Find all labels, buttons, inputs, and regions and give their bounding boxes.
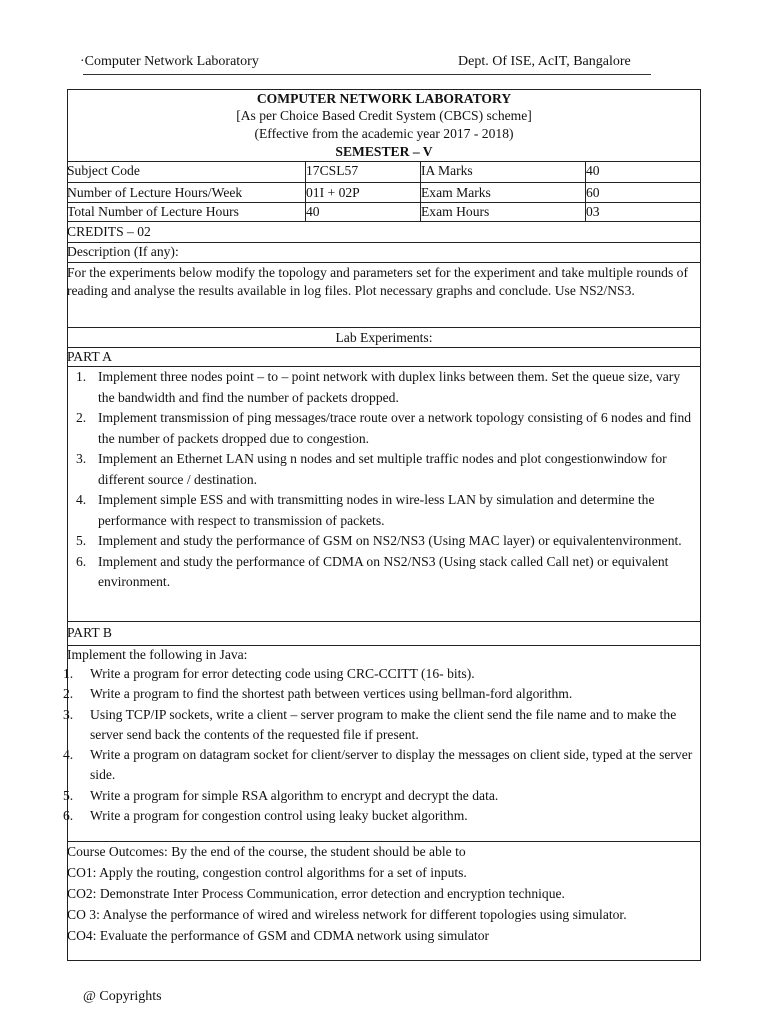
outcome-co3: CO 3: Analyse the performance of wired and wireless network for different topologies using simulator. bbox=[67, 907, 627, 922]
item-number: 3. bbox=[63, 706, 74, 722]
list-item bbox=[68, 552, 698, 593]
subject-code-value: 17CSL57 bbox=[306, 163, 359, 178]
exam-hours-label: Exam Hours bbox=[421, 204, 490, 219]
outcomes-intro: Course Outcomes: By the end of the course, the student should be able to bbox=[67, 844, 466, 859]
item-text: Write a program on datagram socket for client/server to display the messages on client side, typed at the server side. bbox=[90, 747, 693, 783]
header-right-text: Dept. Of ISE, AcIT, Bangalore bbox=[458, 54, 631, 69]
list-item bbox=[68, 490, 698, 531]
item-text: Implement and study the performance of GSM on NS2/NS3 (Using MAC layer) or equivalentenvironment. bbox=[98, 533, 682, 548]
item-text: Write a program for error detecting code using CRC-CCITT (16- bits). bbox=[90, 666, 475, 681]
item-text: Implement and study the performance of CDMA on NS2/NS3 (Using stack called Call net) or equivalent environment. bbox=[98, 553, 669, 589]
lecture-hours-week-value: 01I + 02P bbox=[306, 185, 360, 200]
outcome-co1: CO1: Apply the routing, congestion control algorithms for a set of inputs. bbox=[67, 865, 467, 880]
list-item bbox=[68, 449, 698, 490]
row-divider bbox=[67, 182, 701, 183]
part-b-list bbox=[63, 664, 698, 826]
item-text: Implement simple ESS and with transmitting nodes in wire-less LAN by simulation and determine the performance with respect to transmission of packets. bbox=[98, 492, 655, 528]
ia-marks-label: IA Marks bbox=[421, 163, 473, 178]
semester-line: SEMESTER – V bbox=[335, 144, 433, 159]
item-number: 2. bbox=[76, 410, 87, 425]
credits-text: CREDITS – 02 bbox=[67, 224, 151, 239]
list-item bbox=[63, 786, 698, 806]
exam-marks-label: Exam Marks bbox=[421, 185, 491, 200]
footer-copyright: @ Copyrights bbox=[83, 989, 162, 1004]
outcome-co2: CO2: Demonstrate Inter Process Communication, error detection and encryption technique. bbox=[67, 886, 565, 901]
item-text: Write a program for simple RSA algorithm to encrypt and decrypt the data. bbox=[90, 787, 499, 803]
header-left-text: ·Computer Network Laboratory bbox=[80, 54, 259, 69]
ia-marks-value: 40 bbox=[586, 163, 600, 178]
row-divider bbox=[67, 327, 701, 328]
lab-experiments-heading: Lab Experiments: bbox=[335, 330, 433, 345]
academic-year-line: (Effective from the academic year 2017 - 2018) bbox=[254, 126, 514, 141]
item-number: 5. bbox=[76, 533, 87, 548]
item-text: Using TCP/IP sockets, write a client – server program to make the client send the file name and to make the server send back the contents of the requested file if present. bbox=[90, 706, 677, 742]
item-number: 4. bbox=[76, 492, 87, 507]
item-number: 1. bbox=[63, 666, 74, 681]
row-divider bbox=[67, 621, 701, 622]
description-label: Description (If any): bbox=[67, 244, 179, 259]
list-item bbox=[68, 408, 698, 449]
item-text: Implement an Ethernet LAN using n nodes and set multiple traffic nodes and plot congestionwindow for different source / destination. bbox=[98, 451, 667, 487]
part-a-list bbox=[68, 367, 698, 593]
list-item bbox=[63, 806, 698, 826]
description-text: For the experiments below modify the topology and parameters set for the experiment and take multiple rounds of reading and analyse the results available in log files. Plot necessary graphs and conclude. Use NS2/NS3. bbox=[67, 265, 688, 298]
outcome-co4: CO4: Evaluate the performance of GSM and CDMA network using simulator bbox=[67, 928, 490, 943]
list-item bbox=[63, 745, 698, 786]
part-b-intro: Implement the following in Java: bbox=[67, 647, 248, 662]
row-divider bbox=[67, 262, 701, 263]
row-divider bbox=[67, 161, 701, 162]
item-number: 6. bbox=[76, 553, 87, 569]
header-divider bbox=[83, 74, 651, 75]
row-divider bbox=[67, 221, 701, 222]
item-number: 2. bbox=[63, 686, 74, 702]
part-b-label: PART B bbox=[67, 625, 112, 640]
item-number: 5. bbox=[63, 787, 74, 803]
row-divider bbox=[67, 347, 701, 348]
total-hours-label: Total Number of Lecture Hours bbox=[67, 204, 239, 219]
item-number: 6. bbox=[63, 808, 74, 824]
lecture-hours-week-label: Number of Lecture Hours/Week bbox=[67, 185, 243, 200]
list-item bbox=[68, 531, 698, 552]
part-a-label: PART A bbox=[67, 349, 112, 364]
list-item bbox=[63, 664, 698, 684]
list-item bbox=[63, 705, 698, 746]
item-number: 1. bbox=[76, 369, 87, 384]
item-number: 4. bbox=[63, 747, 74, 763]
item-text: Write a program to find the shortest path between vertices using bellman-ford algorithm. bbox=[90, 686, 573, 702]
list-item bbox=[63, 684, 698, 704]
item-number: 3. bbox=[76, 451, 87, 466]
total-hours-value: 40 bbox=[306, 204, 320, 219]
scheme-line: [As per Choice Based Credit System (CBCS) scheme] bbox=[236, 108, 532, 123]
exam-marks-value: 60 bbox=[586, 185, 600, 200]
list-item bbox=[68, 367, 698, 408]
item-text: Implement three nodes point – to – point network with duplex links between them. Set the queue size, vary the bandwidth and find the number of packets dropped. bbox=[98, 369, 681, 405]
item-text: Implement transmission of ping messages/trace route over a network topology consisting of 6 nodes and find the number of packets dropped due to congestion. bbox=[98, 410, 692, 446]
exam-hours-value: 03 bbox=[586, 204, 600, 219]
item-text: Write a program for congestion control using leaky bucket algorithm. bbox=[90, 808, 468, 824]
course-title: COMPUTER NETWORK LABORATORY bbox=[256, 91, 512, 106]
subject-code-label: Subject Code bbox=[67, 163, 140, 178]
